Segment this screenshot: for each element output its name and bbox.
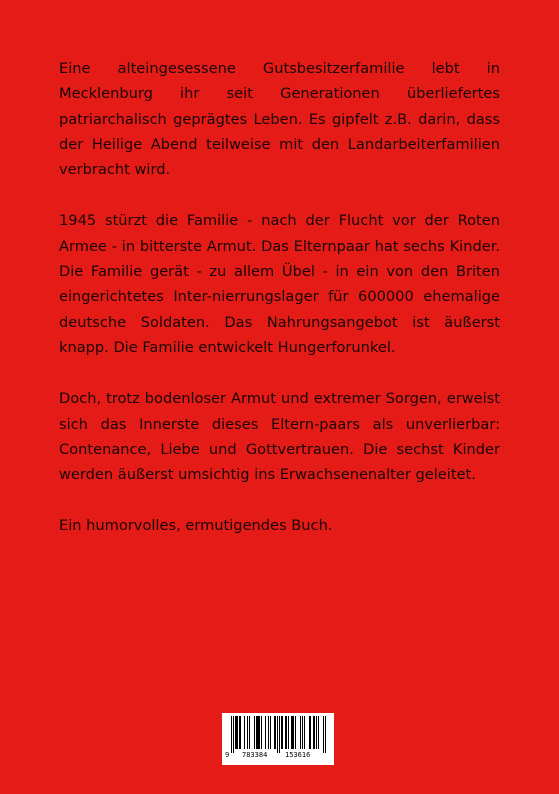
barcode-bar [316,716,317,749]
blurb-text [59,56,500,565]
barcode-bar [309,716,310,749]
barcode-bar [300,716,301,749]
barcode-bar [318,716,319,749]
barcode-bar [239,716,240,749]
blurb-paragraph-3: Doch, trotz bodenloser Armut und extremer Sorgen, erweist sich das Innerste dieses Eltern-paars als unverlierbar: Contenance, Liebe und Gottvertrauen. Die sechst Kinder werden äußerst umsichtig ins Erwachsenenalter geleitet. [59,390,500,484]
barcode-bar [236,716,237,749]
barcode-digits-left: 783384 [242,751,268,759]
barcode-bar [279,716,280,753]
barcode-bars [222,713,334,753]
barcode-bar [310,716,311,749]
barcode-digit-first: 9 [225,751,230,759]
barcode-bar [259,716,260,749]
blurb-paragraph-2: 1945 stürzt die Familie - nach der Flucht vor der Roten Armee - in bitterste Armut. Das Elternpaar hat sechs Kinder. Die Familie gerät - zu allem Übel - in ein von den Briten eingerichtetes Inter-nierrungslager für 600000 ehemalige deutsche Soldaten. Das Nahrungsangebot ist äußerst knapp. Die Familie entwickelt Hungerforunkel. [59,212,500,356]
isbn-barcode [222,713,334,765]
barcode-digits [222,751,334,763]
barcode-bar [288,716,289,749]
barcode-bar [325,716,326,753]
barcode-bar [285,716,286,749]
barcode-bar [240,716,241,749]
blurb-paragraph-4: Ein humorvolles, ermutigendes Buch. [59,517,333,535]
barcode-bar [281,716,282,749]
barcode-bar [295,716,296,749]
barcode-bar [244,716,245,749]
barcode-bar [277,716,278,753]
barcode-bar [302,716,303,749]
barcode-bar [313,716,314,749]
blurb-paragraph-1: Eine alteingesessene Gutsbesitzerfamilie lebt in Mecklenburg ihr seit Generationen überliefertes patriarchalisch geprägtes Leben. Es gipfelt z.B. darin, dass der Heilige Abend teilweise mit den Landarbeiterfamilien verbracht wird. [59,60,500,179]
barcode-bar [274,716,275,749]
barcode-bar [261,716,262,749]
barcode-bar [258,716,259,749]
barcode-bar [247,716,248,749]
barcode-digits-right: 153616 [285,751,311,759]
barcode-bar [286,716,287,749]
barcode-bar [235,716,236,749]
barcode-bar [256,716,257,749]
barcode-bar [275,716,276,749]
barcode-bar [268,716,269,749]
barcode-bar [293,716,294,749]
barcode-bar [270,716,271,749]
barcode-bar [304,716,305,749]
barcode-bar [323,716,324,753]
barcode-bar [292,716,293,749]
barcode-bar [291,716,292,749]
barcode-bar [231,716,232,753]
barcode-bar [282,716,283,749]
barcode-bar [265,716,266,749]
barcode-bar [257,716,258,749]
barcode-bar [237,716,238,749]
barcode-bar [249,716,250,749]
barcode-bar [233,716,234,753]
barcode-bar [314,716,315,749]
barcode-bar [254,716,255,749]
